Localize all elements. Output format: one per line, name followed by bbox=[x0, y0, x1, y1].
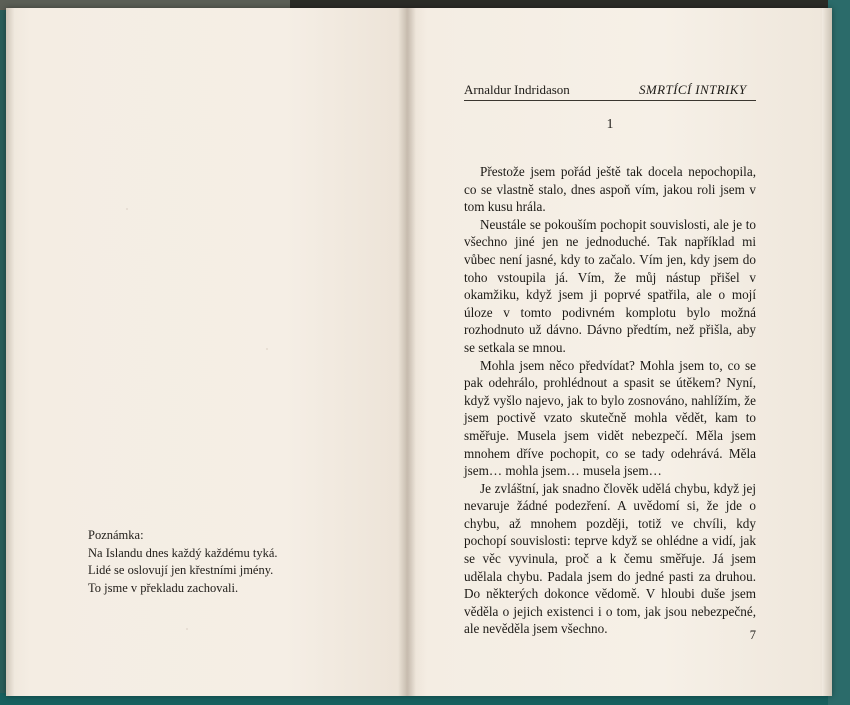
right-page-edge bbox=[822, 8, 832, 696]
running-head-author: Arnaldur Indridason bbox=[464, 82, 570, 97]
translator-note bbox=[88, 527, 348, 597]
page-number: 7 bbox=[749, 628, 756, 642]
running-head-title: SMRTÍCÍ INTRIKY bbox=[639, 82, 747, 97]
body-text bbox=[464, 163, 756, 638]
paper-speck bbox=[126, 208, 128, 210]
paper-speck bbox=[266, 348, 268, 350]
paragraph: Je zvláštní, jak snadno člověk udělá chybu, když jej nevaruje žádné podezření. A uvědomí si, že jde o chybu, až mnohem později, totiž ve chvíli, kdy pochopí souvislosti: teprve když se ohlédne a vidí, jak se věc vyvinula, proč a k čemu směřuje. Já jsem udělala chybu. Padala jsem do jedné pasti za druhou. Do některých dokonce vědomě. V hloubi duše jsem věděla o jejich existenci i o tom, jak jsou nebezpečné, ale nevěděla jsem všechno. bbox=[464, 480, 756, 637]
left-page-edge bbox=[6, 8, 15, 696]
book-spread bbox=[6, 8, 832, 696]
left-page bbox=[6, 8, 406, 696]
note-line-4: To jsme v překladu zachovali. bbox=[88, 580, 239, 595]
note-line-2: Na Islandu dnes každý každému tyká. bbox=[88, 545, 278, 560]
chapter-number: 1 bbox=[606, 116, 614, 131]
note-line-3: Lidé se oslovují jen křestními jmény. bbox=[88, 563, 274, 577]
book-gutter bbox=[398, 8, 416, 696]
paper-speck bbox=[186, 628, 188, 630]
paragraph: Neustále se pokouším pochopit souvislosti, ale je to všechno jiné jen ne jednoduché. Tak například mi vůbec není jasné, kdy to začalo. Vím jen, kdy jsem do toho vstoupila já. Vím, že můj nástup přišel v okamžiku, když jsem ji poprvé spatřila, ale o mojí úloze v tomto podivném komplotu bylo možná rozhodnuto už dávno. Dávno předtím, než přišla, aby se setkala se mnou. bbox=[464, 216, 756, 355]
paragraph: Přestože jsem pořád ještě tak docela nepochopila, co se vlastně stalo, dnes aspoň vím, jakou roli jsem v tom kusu hrála. bbox=[464, 164, 756, 215]
note-line-1: Poznámka: bbox=[88, 528, 144, 542]
paragraph: Mohla jsem něco předvídat? Mohla jsem to, co se pak odehrálo, prohlédnout a spasit se útěkem? Nyní, když vyšlo najevo, jak to bylo zosnováno, nahlížím, že jsem poctivě vzato skutečně mohla vědět, kam to směřuje. Musela jsem vidět nebezpečí. Měla jsem mnohem dříve pochopit, co se tady odehrává. Měla jsem… mohla jsem… musela jsem… bbox=[464, 357, 756, 479]
running-head-rule bbox=[464, 100, 756, 101]
